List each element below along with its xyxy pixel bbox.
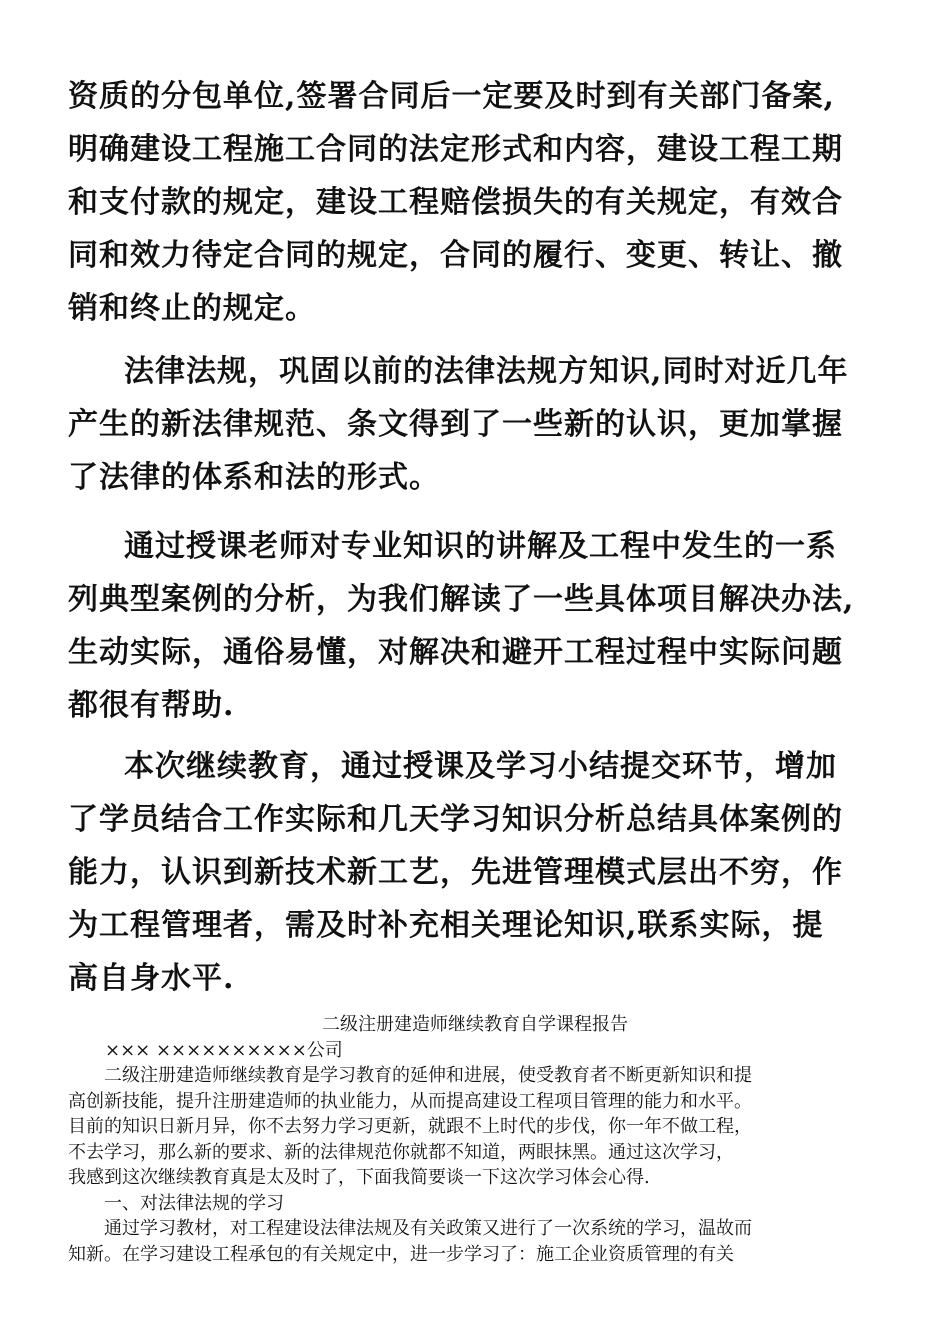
text-line: 法律法规，巩固以前的法律法规方知识,同时对近几年 <box>124 354 849 389</box>
text-line: 列典型案例的分析，为我们解读了一些具体项目解决办法, <box>68 582 855 617</box>
text-line: 了学员结合工作实际和几天学习知识分析总结具体案例的 <box>68 802 843 837</box>
report-body <box>68 1063 888 1267</box>
text-line: 为工程管理者，需及时补充相关理论知识,联系实际，提 <box>68 908 824 943</box>
report-author: ××× ××××××××××公司 <box>105 1040 343 1061</box>
text-line: 二级注册建造师继续教育是学习教育的延伸和进展，使受教育者不断更新知识和提 <box>104 1065 752 1086</box>
section-heading: 一、对法律法规的学习 <box>104 1192 284 1214</box>
text-line: 通过授课老师对专业知识的讲解及工程中发生的一系 <box>124 529 837 564</box>
paragraph-laws-regulations <box>68 345 888 504</box>
text-line: 不去学习，那么新的要求、新的法律规范你就都不知道，两眼抹黑。通过这次学习， <box>68 1141 734 1163</box>
text-line: 能力，认识到新技术新工艺，先进管理模式层出不穷，作 <box>68 855 843 890</box>
text-line: 销和终止的规定。 <box>68 291 316 326</box>
text-line: 产生的新法律规范、条文得到了一些新的认识，更加掌握 <box>68 407 843 442</box>
text-line: 明确建设工程施工合同的法定形式和内容，建设工程工期 <box>68 132 843 167</box>
report-title: 二级注册建造师继续教育自学课程报告 <box>322 1014 628 1035</box>
paragraph-contract-rules <box>68 70 888 335</box>
text-line: 高创新技能，提升注册建造师的执业能力，从而提高建设工程项目管理的能力和水平。 <box>68 1090 752 1112</box>
text-line: 目前的知识日新月异，你不去努力学习更新，就跟不上时代的步伐，你一年不做工程， <box>68 1116 752 1137</box>
text-line: 了法律的体系和法的形式。 <box>68 460 440 495</box>
text-line: 同和效力待定合同的规定，合同的履行、变更、转让、撤 <box>68 238 843 273</box>
text-line: 高自身水平. <box>68 961 235 996</box>
text-line: 本次继续教育，通过授课及学习小结提交环节，增加 <box>124 749 837 784</box>
text-line: 我感到这次继续教育真是太及时了，下面我简要谈一下这次学习体会心得. <box>68 1167 650 1188</box>
paragraph-continuing-education <box>68 740 888 1005</box>
text-line: 通过学习教材，对工程建设法律法规及有关政策又进行了一次系统的学习，温故而 <box>104 1218 752 1239</box>
text-line: 资质的分包单位,签署合同后一定要及时到有关部门备案, <box>68 79 835 114</box>
text-line: 和支付款的规定，建设工程赔偿损失的有关规定，有效合 <box>68 185 843 220</box>
text-line: 生动实际，通俗易懂，对解决和避开工程过程中实际问题 <box>68 635 843 670</box>
text-line: 知新。在学习建设工程承包的有关规定中，进一步学习了：施工企业资质管理的有关 <box>68 1243 734 1265</box>
text-line: 都很有帮助. <box>68 688 235 723</box>
paragraph-case-analysis <box>68 520 888 732</box>
